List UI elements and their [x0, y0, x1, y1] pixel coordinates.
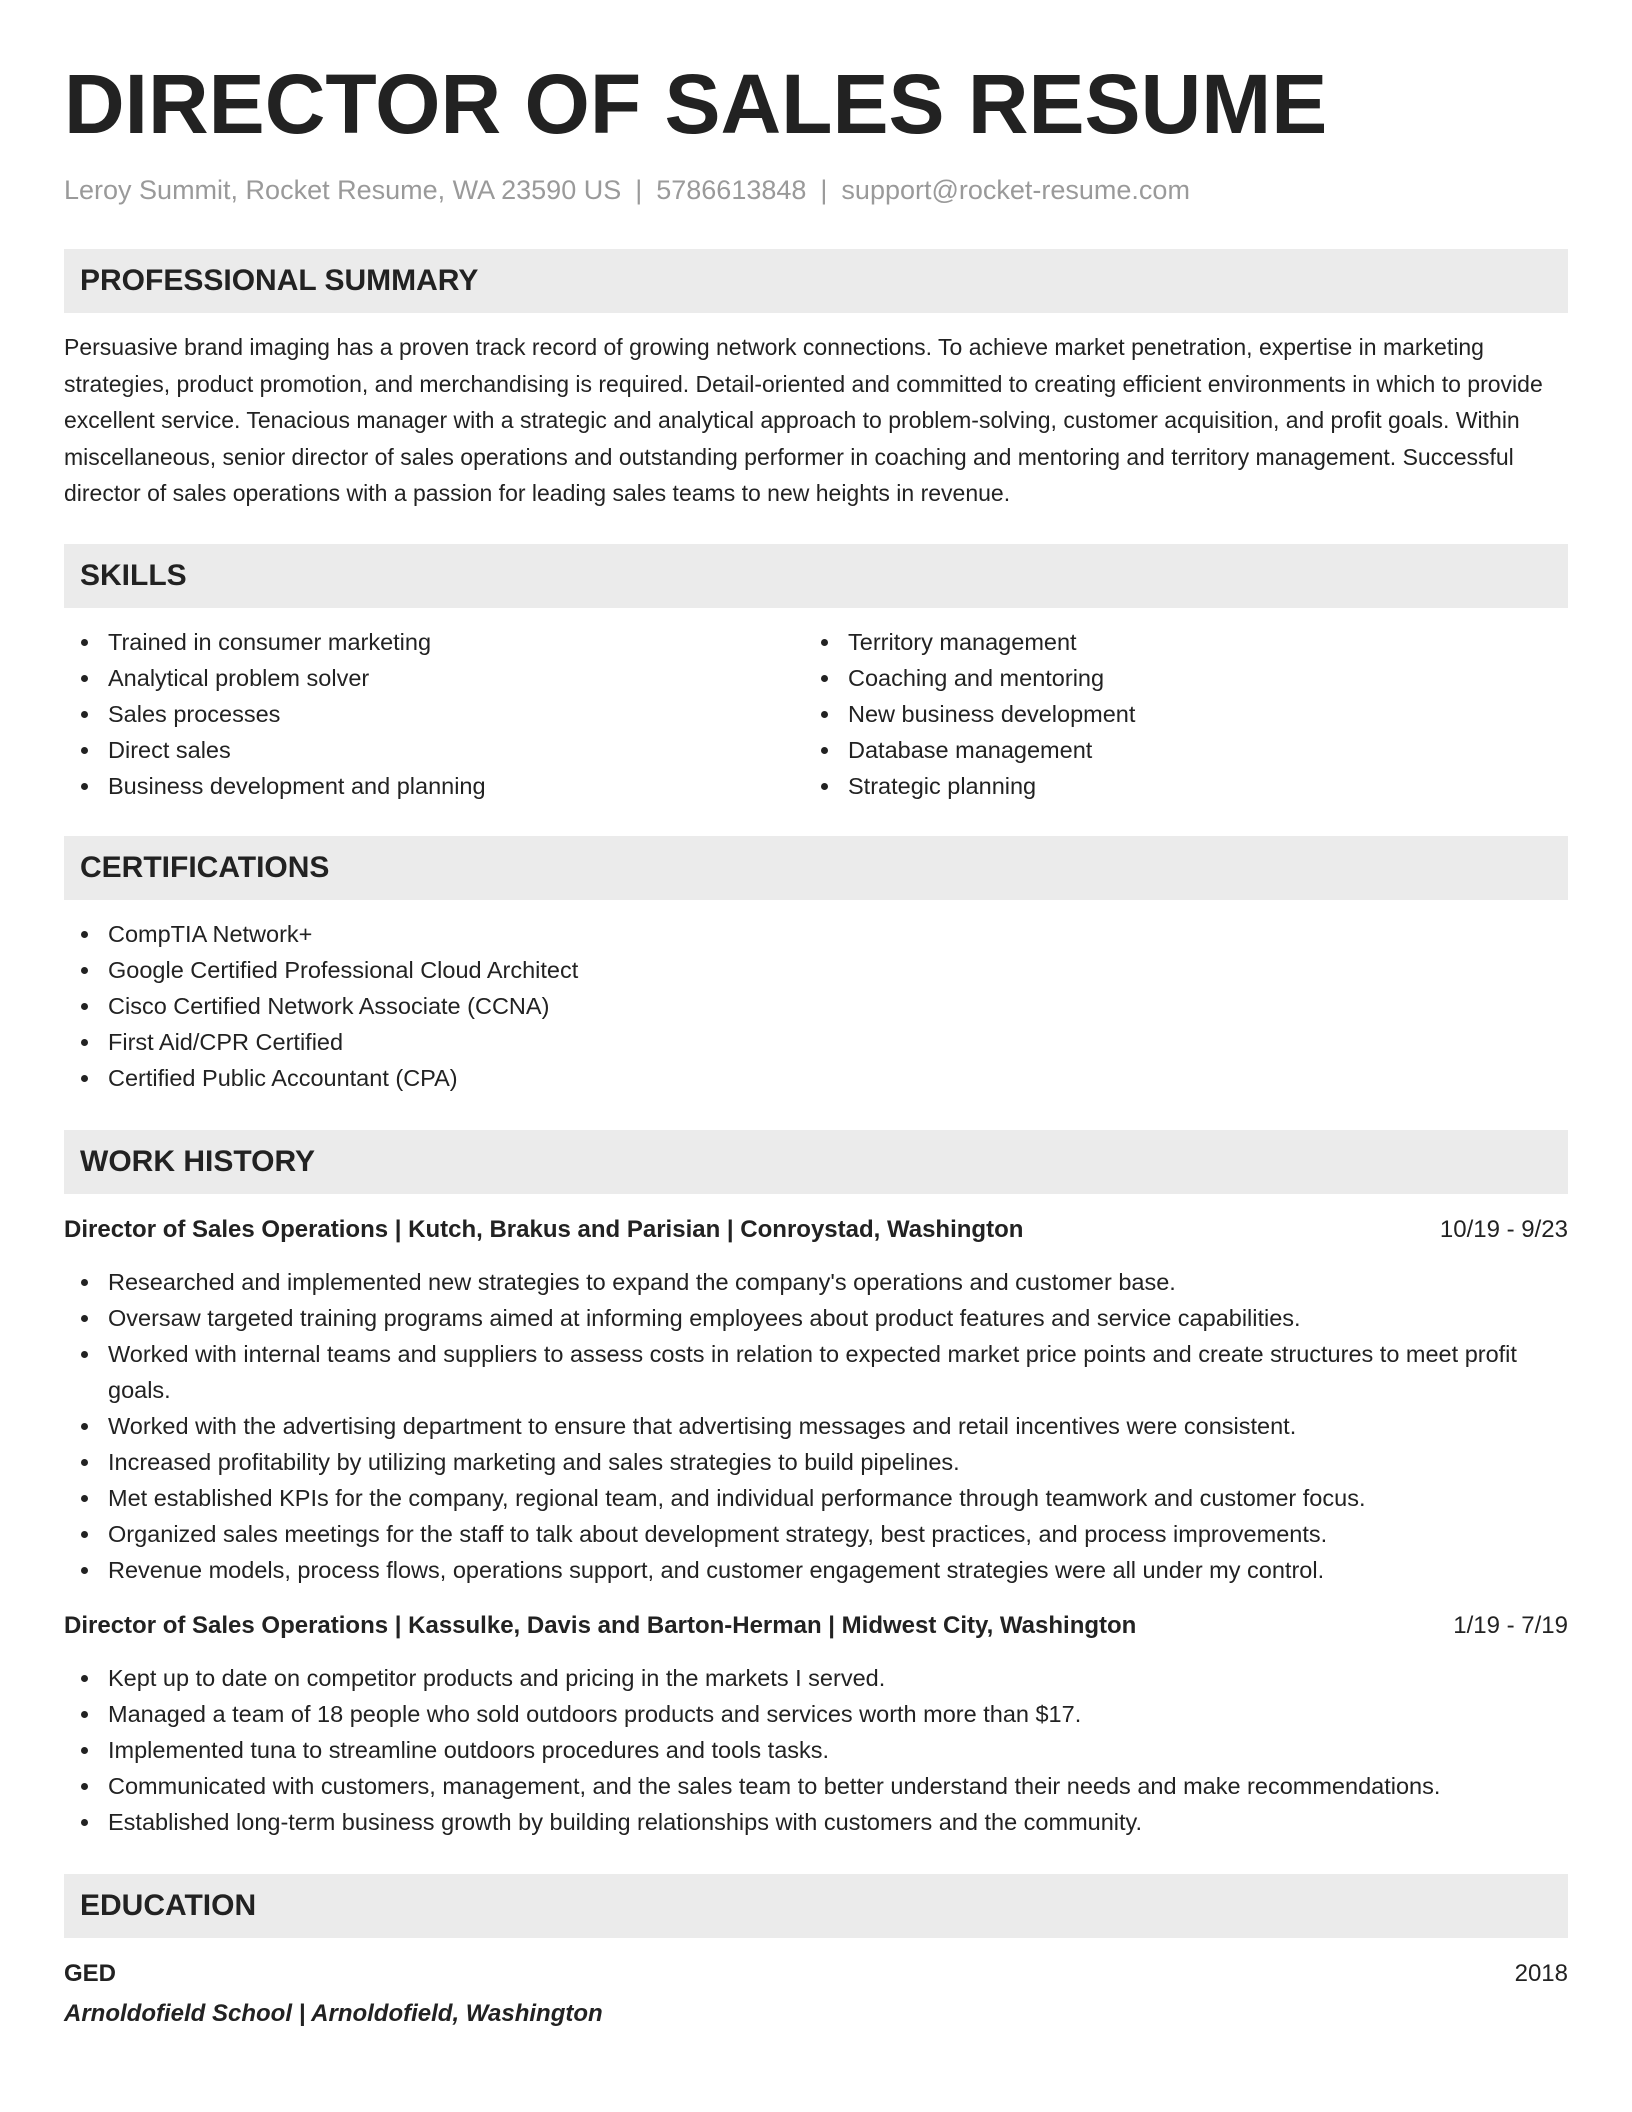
job-duty-item: Worked with internal teams and suppliers to assess costs in relation to expected market price points and create structures to meet profit goals. [64, 1336, 1568, 1408]
contact-email: support@rocket-resume.com [841, 175, 1190, 205]
job-duty-item: Kept up to date on competitor products and pricing in the markets I served. [64, 1660, 1568, 1696]
job-duty-item: Managed a team of 18 people who sold outdoors products and services worth more than $17. [64, 1696, 1568, 1732]
education-year: 2018 [1514, 1959, 1568, 1987]
skill-item: Territory management [804, 624, 1544, 660]
education-header [64, 1956, 1568, 1992]
job-header [64, 1212, 1568, 1248]
job-duties-list [64, 1660, 1568, 1840]
section-header-summary: PROFESSIONAL SUMMARY [64, 249, 1568, 313]
contact-phone: 5786613848 [656, 175, 807, 205]
skills-column-left [64, 624, 804, 804]
job-entry [64, 1608, 1568, 1840]
section-header-education: EDUCATION [64, 1874, 1568, 1938]
job-title: Director of Sales Operations | Kassulke, Davis and Barton-Herman | Midwest City, Washington [64, 1611, 1137, 1639]
job-dates: 1/19 - 7/19 [1453, 1611, 1568, 1639]
job-duty-item: Increased profitability by utilizing marketing and sales strategies to build pipelines. [64, 1444, 1568, 1480]
contact-separator: | [635, 175, 643, 205]
certification-item: Cisco Certified Network Associate (CCNA) [64, 988, 1568, 1024]
skill-item: Database management [804, 732, 1544, 768]
skills-column-right [804, 624, 1544, 804]
education-school: Arnoldofield School | Arnoldofield, Washington [64, 1999, 603, 2027]
skill-item: Direct sales [64, 732, 804, 768]
skill-item: New business development [804, 696, 1544, 732]
job-duties-list [64, 1264, 1568, 1588]
section-header-work-history: WORK HISTORY [64, 1130, 1568, 1194]
contact-line [64, 172, 1568, 208]
summary-text: Persuasive brand imaging has a proven track record of growing network connections. To achieve market penetration, expertise in marketing strategies, product promotion, and merchandising is required. Detail-oriented and committed to creating efficient environments in which to provide excellent service. Tenacious manager with a strategic and analytical approach to problem-solving, customer acquisition, and profit goals. Within miscellaneous, senior director of sales operations and outstanding performer in coaching and mentoring and territory management. Successful director of sales operations with a passion for leading sales teams to new heights in revenue. [64, 334, 1543, 506]
certifications-list [64, 916, 1568, 1096]
job-title: Director of Sales Operations | Kutch, Brakus and Parisian | Conroystad, Washington [64, 1215, 1024, 1243]
certification-item: Google Certified Professional Cloud Architect [64, 952, 1568, 988]
page-title: DIRECTOR OF SALES RESUME [64, 57, 1328, 151]
job-duty-item: Organized sales meetings for the staff to talk about development strategy, best practices, and process improvements. [64, 1516, 1568, 1552]
job-duty-item: Oversaw targeted training programs aimed at informing employees about product features and service capabilities. [64, 1300, 1568, 1336]
job-duty-item: Established long-term business growth by building relationships with customers and the community. [64, 1804, 1568, 1840]
job-dates: 10/19 - 9/23 [1439, 1215, 1568, 1243]
job-entry [64, 1212, 1568, 1588]
section-header-skills: SKILLS [64, 544, 1568, 608]
skill-item: Strategic planning [804, 768, 1544, 804]
skill-item: Coaching and mentoring [804, 660, 1544, 696]
skill-item: Analytical problem solver [64, 660, 804, 696]
contact-address: Leroy Summit, Rocket Resume, WA 23590 US [64, 175, 622, 205]
certification-item: First Aid/CPR Certified [64, 1024, 1568, 1060]
job-duty-item: Met established KPIs for the company, regional team, and individual performance through teamwork and customer focus. [64, 1480, 1568, 1516]
skill-item: Business development and planning [64, 768, 804, 804]
job-duty-item: Implemented tuna to streamline outdoors procedures and tools tasks. [64, 1732, 1568, 1768]
section-header-certifications: CERTIFICATIONS [64, 836, 1568, 900]
job-duty-item: Worked with the advertising department to ensure that advertising messages and retail incentives were consistent. [64, 1408, 1568, 1444]
skill-item: Trained in consumer marketing [64, 624, 804, 660]
skills-list [64, 624, 1568, 804]
job-duty-item: Communicated with customers, management, and the sales team to better understand their needs and make recommendations. [64, 1768, 1568, 1804]
job-header [64, 1608, 1568, 1644]
certification-item: Certified Public Accountant (CPA) [64, 1060, 1568, 1096]
contact-separator: | [820, 175, 828, 205]
certification-item: CompTIA Network+ [64, 916, 1568, 952]
education-degree: GED [64, 1959, 117, 1987]
skill-item: Sales processes [64, 696, 804, 732]
job-duty-item: Revenue models, process flows, operations support, and customer engagement strategies were all under my control. [64, 1552, 1568, 1588]
job-duty-item: Researched and implemented new strategies to expand the company's operations and customer base. [64, 1264, 1568, 1300]
